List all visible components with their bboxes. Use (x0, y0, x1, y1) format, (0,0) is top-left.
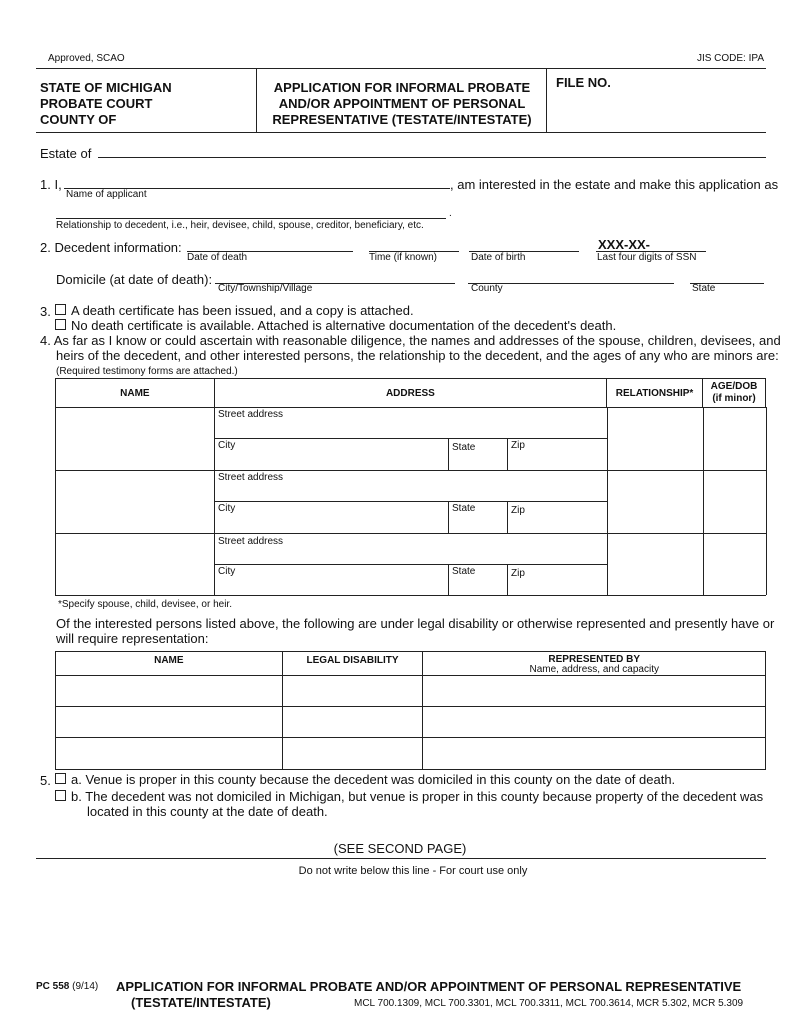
item1-prefix: 1. I, (40, 177, 62, 192)
table-rule (703, 407, 704, 595)
death-certificate-checkbox[interactable] (55, 304, 66, 315)
domicile-label: Domicile (at date of death): (56, 272, 213, 287)
item4-line2: heirs of the decedent, and other interested persons, the relationship to the decedent, and the ages of any who are minors are: (56, 348, 779, 363)
court-line: PROBATE COURT (40, 96, 153, 111)
city-label: City (218, 503, 236, 514)
item2-label: 2. Decedent information: (40, 240, 182, 255)
street-address-label: Street address (218, 536, 284, 547)
table-rule (214, 438, 607, 439)
item3-option-a: A death certificate has been issued, and a copy is attached. (71, 303, 414, 318)
interested-persons-table (55, 378, 766, 408)
item1-suffix: , am interested in the estate and make this application as (450, 177, 779, 192)
legal-disability-table (55, 651, 766, 770)
table-rule (55, 470, 766, 471)
dis-cell[interactable] (56, 738, 283, 770)
table-rule (55, 533, 766, 534)
court-line: COUNTY OF (40, 112, 117, 127)
street-address-label: Street address (218, 409, 284, 420)
header-top-rule (36, 68, 766, 69)
county-caption: County (471, 283, 503, 294)
zip-label: Zip (511, 568, 525, 579)
footer-title-1: APPLICATION FOR INFORMAL PROBATE AND/OR APPOINTMENT OF PERSONAL REPRESENTATIVE (116, 979, 742, 994)
date-of-birth-caption: Date of birth (471, 252, 526, 263)
table-rule (214, 501, 607, 502)
table-rule (448, 438, 449, 470)
court-block (40, 80, 172, 128)
relationship-field[interactable] (56, 218, 446, 219)
title-line: REPRESENTATIVE (TESTATE/INTESTATE) (272, 112, 532, 127)
form-id (36, 981, 98, 992)
table-rule (214, 564, 607, 565)
venue-domiciled-checkbox[interactable] (55, 773, 66, 784)
ssn-caption: Last four digits of SSN (597, 252, 697, 263)
title-line: APPLICATION FOR INFORMAL PROBATE (273, 80, 531, 95)
table-rule (55, 595, 766, 596)
dis-cell[interactable] (423, 676, 766, 707)
item5-num: 5. (40, 773, 51, 788)
ssn-prefix: XXX-XX- (598, 237, 651, 252)
item4-line1: 4. As far as I know or could ascertain with reasonable diligence, the names and addresses of the spouse, children, devisees, and (40, 333, 781, 348)
see-second-page: (SEE SECOND PAGE) (333, 841, 467, 856)
form-number: PC 558 (36, 981, 70, 992)
file-no-label: FILE NO. (556, 75, 611, 90)
estate-name-field[interactable] (98, 157, 766, 158)
col-header-address: ADDRESS (214, 379, 606, 408)
zip-label: Zip (511, 505, 525, 516)
table-rule (507, 564, 508, 595)
item5-option-b-1: b. The decedent was not domiciled in Michigan, but venue is proper in this county because property of the decedent was (71, 789, 764, 804)
item3-num: 3. (40, 304, 51, 319)
col-header-relationship: RELATIONSHIP* (607, 379, 703, 408)
header-bottom-rule (36, 132, 766, 133)
state-label: State (452, 442, 476, 453)
item5-option-b-2: located in this county at the date of death. (87, 804, 328, 819)
disability-intro-1: Of the interested persons listed above, the following are under legal disability or otherwise represented and presently have or (56, 616, 775, 631)
time-caption: Time (if known) (369, 252, 437, 263)
venue-property-checkbox[interactable] (55, 790, 66, 801)
relationship-end: . (449, 208, 452, 219)
state-label: State (452, 566, 476, 577)
form-revision: (9/14) (72, 981, 99, 992)
dis-cell[interactable] (282, 707, 423, 738)
table-rule (507, 438, 508, 470)
city-label: City (218, 440, 236, 451)
form-title (257, 80, 547, 128)
dis-header-represented (423, 652, 766, 676)
city-label: City (218, 566, 236, 577)
city-caption: City/Township/Village (218, 283, 313, 294)
represented-by-sub: Name, address, and capacity (529, 664, 659, 675)
relationship-footnote: *Specify spouse, child, devisee, or heir. (58, 599, 232, 610)
footer-citations: MCL 700.1309, MCL 700.3301, MCL 700.3311, MCL 700.3614, MCR 5.302, MCR 5.309 (354, 998, 744, 1009)
state-caption: State (692, 283, 716, 294)
dis-header-legal: LEGAL DISABILITY (282, 652, 423, 676)
table-rule (766, 407, 767, 595)
no-death-certificate-checkbox[interactable] (55, 319, 66, 330)
dis-cell[interactable] (423, 738, 766, 770)
col-header-name: NAME (56, 379, 215, 408)
header-divider-2 (546, 69, 547, 133)
estate-label: Estate of (40, 146, 92, 161)
item3-option-b: No death certificate is available. Attached is alternative documentation of the decedent's death. (71, 318, 617, 333)
court-line: STATE OF MICHIGAN (40, 80, 172, 95)
relationship-caption: Relationship to decedent, i.e., heir, devisee, child, spouse, creditor, beneficiary, etc. (56, 220, 424, 231)
court-use-note: Do not write below this line - For court use only (298, 865, 528, 877)
item5-option-a: a. Venue is proper in this county because the decedent was domiciled in this county on the date of death. (71, 772, 676, 787)
dis-cell[interactable] (282, 676, 423, 707)
approved-scao: Approved, SCAO (48, 53, 125, 64)
table-rule (448, 564, 449, 595)
dis-header-name: NAME (56, 652, 283, 676)
street-address-label: Street address (218, 472, 284, 483)
zip-label: Zip (511, 440, 525, 451)
age-header-line2: (if minor) (712, 393, 756, 404)
date-of-death-caption: Date of death (187, 252, 248, 263)
title-line: AND/OR APPOINTMENT OF PERSONAL (278, 96, 526, 111)
jis-code: JIS CODE: IPA (696, 53, 764, 64)
col-header-age (703, 379, 766, 408)
table-rule (448, 501, 449, 533)
age-header-line1: AGE/DOB (710, 381, 758, 392)
item4-note: (Required testimony forms are attached.) (56, 366, 238, 377)
dis-cell[interactable] (56, 676, 283, 707)
court-use-rule (36, 858, 766, 859)
table-rule (55, 407, 56, 595)
dis-cell[interactable] (423, 707, 766, 738)
table-rule (507, 501, 508, 533)
applicant-name-caption: Name of applicant (66, 189, 147, 200)
state-label: State (452, 503, 476, 514)
footer-title-2: (TESTATE/INTESTATE) (131, 995, 271, 1010)
dis-cell[interactable] (56, 707, 283, 738)
dis-cell[interactable] (282, 738, 423, 770)
table-rule (607, 407, 608, 595)
disability-intro-2: will require representation: (56, 631, 209, 646)
represented-by-label: REPRESENTED BY (548, 654, 641, 665)
